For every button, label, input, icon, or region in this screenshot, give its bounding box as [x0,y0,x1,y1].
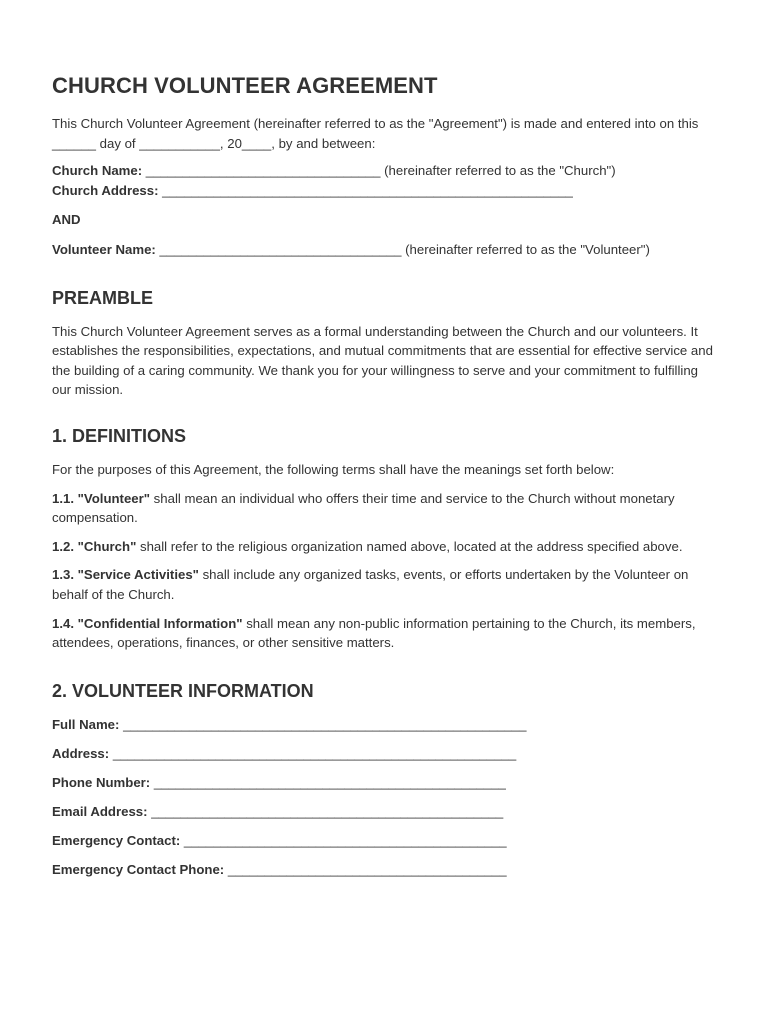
definitions-heading: 1. DEFINITIONS [52,425,187,446]
preamble-text: This Church Volunteer Agreement serves as a formal understanding between the Church and our volunteers. It establishes the responsibilities, expectations, and mutual commitments that are essential for effective service and the building of a caring community. We thank you for your willingness to serve and your commitment to fulfilling our mission. [52,323,713,398]
definition-item [52,565,718,604]
church-name-label: Church Name: [52,163,143,179]
field-blank: ________________________________________________ [150,774,506,790]
volunteer-info-heading: 2. VOLUNTEER INFORMATION [52,680,314,701]
volunteer-info-field [52,715,718,735]
field-label: Email Address: [52,803,148,819]
and-separator [52,210,718,230]
church-name-line [52,161,718,181]
volunteer-info-field [52,831,718,851]
definition-text: shall mean an individual who offers their time and service to the Church without monetary compensation. [52,490,675,526]
definition-term: 1.1. "Volunteer" [52,490,151,506]
definition-item [52,537,718,557]
definition-text: shall mean any non-public information pertaining to the Church, its members, attendees, operations, finances, or other sensitive matters. [52,615,696,651]
field-blank: _______________________________________________________ [119,716,527,732]
document-title: CHURCH VOLUNTEER AGREEMENT [52,73,438,98]
church-name-field: ________________________________ (hereinafter referred to as the "Church") [142,163,616,179]
definitions-intro: For the purposes of this Agreement, the following terms shall have the meanings set forth below: [52,461,615,477]
volunteer-name-line [52,240,718,260]
volunteer-info-field [52,744,718,764]
definition-term: 1.4. "Confidential Information" [52,615,243,631]
volunteer-name-field: _________________________________ (hereinafter referred to as the "Volunteer") [155,241,650,257]
preamble-heading: PREAMBLE [52,287,154,308]
definition-text: shall refer to the religious organization named above, located at the address specified above. [136,538,683,554]
field-label: Phone Number: [52,774,151,790]
volunteer-info-field [52,773,718,793]
church-address-field: ________________________________________________________ [158,182,573,198]
field-label: Full Name: [52,716,120,732]
church-address-label: Church Address: [52,182,159,198]
definition-term: 1.3. "Service Activities" [52,567,199,583]
field-label: Address: [52,745,110,761]
volunteer-info-field [52,802,718,822]
intro-paragraph: This Church Volunteer Agreement (hereinafter referred to as the "Agreement") is made and entered into on this ______ day of ___________, 20____, by and between: [52,116,699,151]
field-label: Emergency Contact Phone: [52,862,225,878]
definition-item [52,614,718,653]
definition-text: shall include any organized tasks, events, or efforts undertaken by the Volunteer on behalf of the Church. [52,567,689,602]
volunteer-name-label: Volunteer Name: [52,241,156,257]
definition-item [52,489,718,528]
field-blank: ______________________________________ [224,862,507,878]
field-blank: ____________________________________________ [180,833,507,849]
field-label: Emergency Contact: [52,833,181,849]
and-text: AND [52,212,81,228]
definition-term: 1.2. "Church" [52,538,137,554]
church-address-line [52,181,718,201]
volunteer-info-field [52,860,718,880]
field-blank: _______________________________________________________ [109,745,517,761]
field-blank: ________________________________________________ [147,803,504,819]
